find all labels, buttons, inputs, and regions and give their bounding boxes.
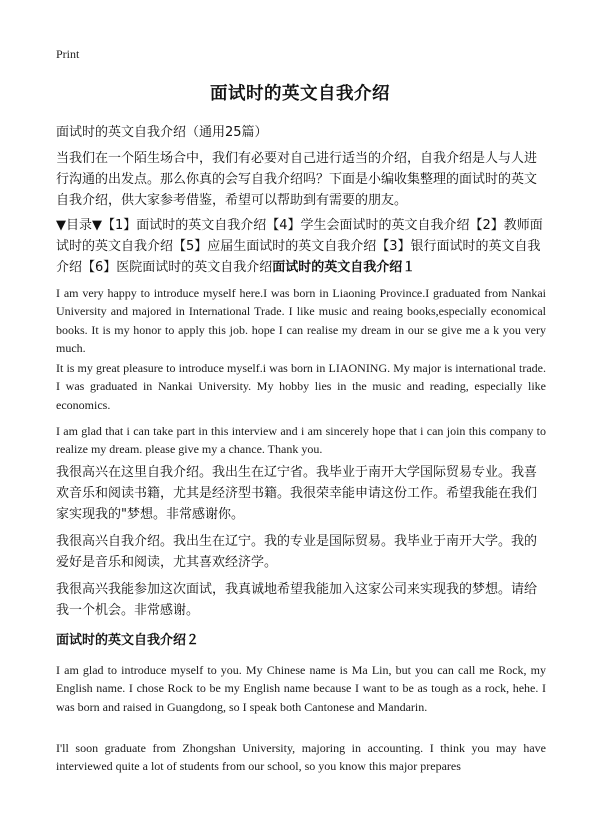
section-2-heading: 面试时的英文自我介绍２ (56, 633, 200, 648)
section-1-chinese-paragraph-2: 我很高兴自我介绍。我出生在辽宁。我的专业是国际贸易。我毕业于南开大学。我的爱好是音乐和阅读，尤其喜欢经济学。 (56, 534, 538, 570)
section-2-english-paragraph-1: I am glad to introduce myself to you. My Chinese name is Ma Lin, but you can call me Rock, my English name. I chose Rock to be my English name because I want to be as tough as a rock, hehe. I was born and raised in Guangdong, so I speak both Cantonese and Mandarin. (56, 663, 546, 714)
page-title: 面试时的英文自我介绍 (210, 84, 390, 104)
section-1-chinese-paragraph-3: 我很高兴我能参加这次面试，我真诚地希望我能加入这家公司来实现我的梦想。请给我一个机会。非常感谢。 (56, 582, 538, 618)
section-1-english-paragraph-3: I am glad that i can take part in this interview and i am sincerely hope that i can join this company to realize my dream. please give my a chance. Thank you. (56, 424, 546, 457)
section-1-heading: 面试时的英文自我介绍１ (272, 260, 416, 275)
page-subtitle: 面试时的英文自我介绍（通用25篇） (56, 125, 268, 140)
section-1-chinese-paragraph-1: 我很高兴在这里自我介绍。我出生在辽宁省。我毕业于南开大学国际贸易专业。我喜欢音乐和阅读书籍，尤其是经济型书籍。我很荣幸能申请这份工作。希望我能在我们家实现我的"梦想。非常感谢你。 (56, 465, 538, 522)
section-1-english-paragraph-1: I am very happy to introduce myself here.I was born in Liaoning Province.I graduated from Nankai University and majored in International Trade. I like music and reaing books,especially economical books. It is my honor to apply this job. hope I can realise my dream in our se give me a k you very much. (56, 286, 546, 355)
print-link[interactable]: Print (56, 47, 80, 61)
section-2-english-paragraph-2: I'll soon graduate from Zhongshan University, majoring in accounting. I think you may have interviewed quite a lot of students from our school, so you know this major prepares (56, 741, 546, 774)
section-1-english-paragraph-2: It is my great pleasure to introduce myself.i was born in LIAONING. My major is international trade. I was graduated in Nankai University. My hobby lies in the music and reading, especially like economics. (56, 361, 546, 412)
intro-paragraph: 当我们在一个陌生场合中，我们有必要对自己进行适当的介绍，自我介绍是人与人进行沟通的出发点。那么你真的会写自我介绍吗？下面是小编收集整理的面试时的英文自我介绍，供大家参考借鉴，希望可以帮助到有需要的朋友。 (56, 151, 538, 208)
table-of-contents (56, 215, 546, 278)
toc-links[interactable]: ▼目录▼【1】面试时的英文自我介绍【4】学生会面试时的英文自我介绍【2】教师面试时的英文自我介绍【5】应届生面试时的英文自我介绍【3】银行面试时的英文自我介绍【6】医院面试时的英文自我介绍 (56, 218, 543, 275)
